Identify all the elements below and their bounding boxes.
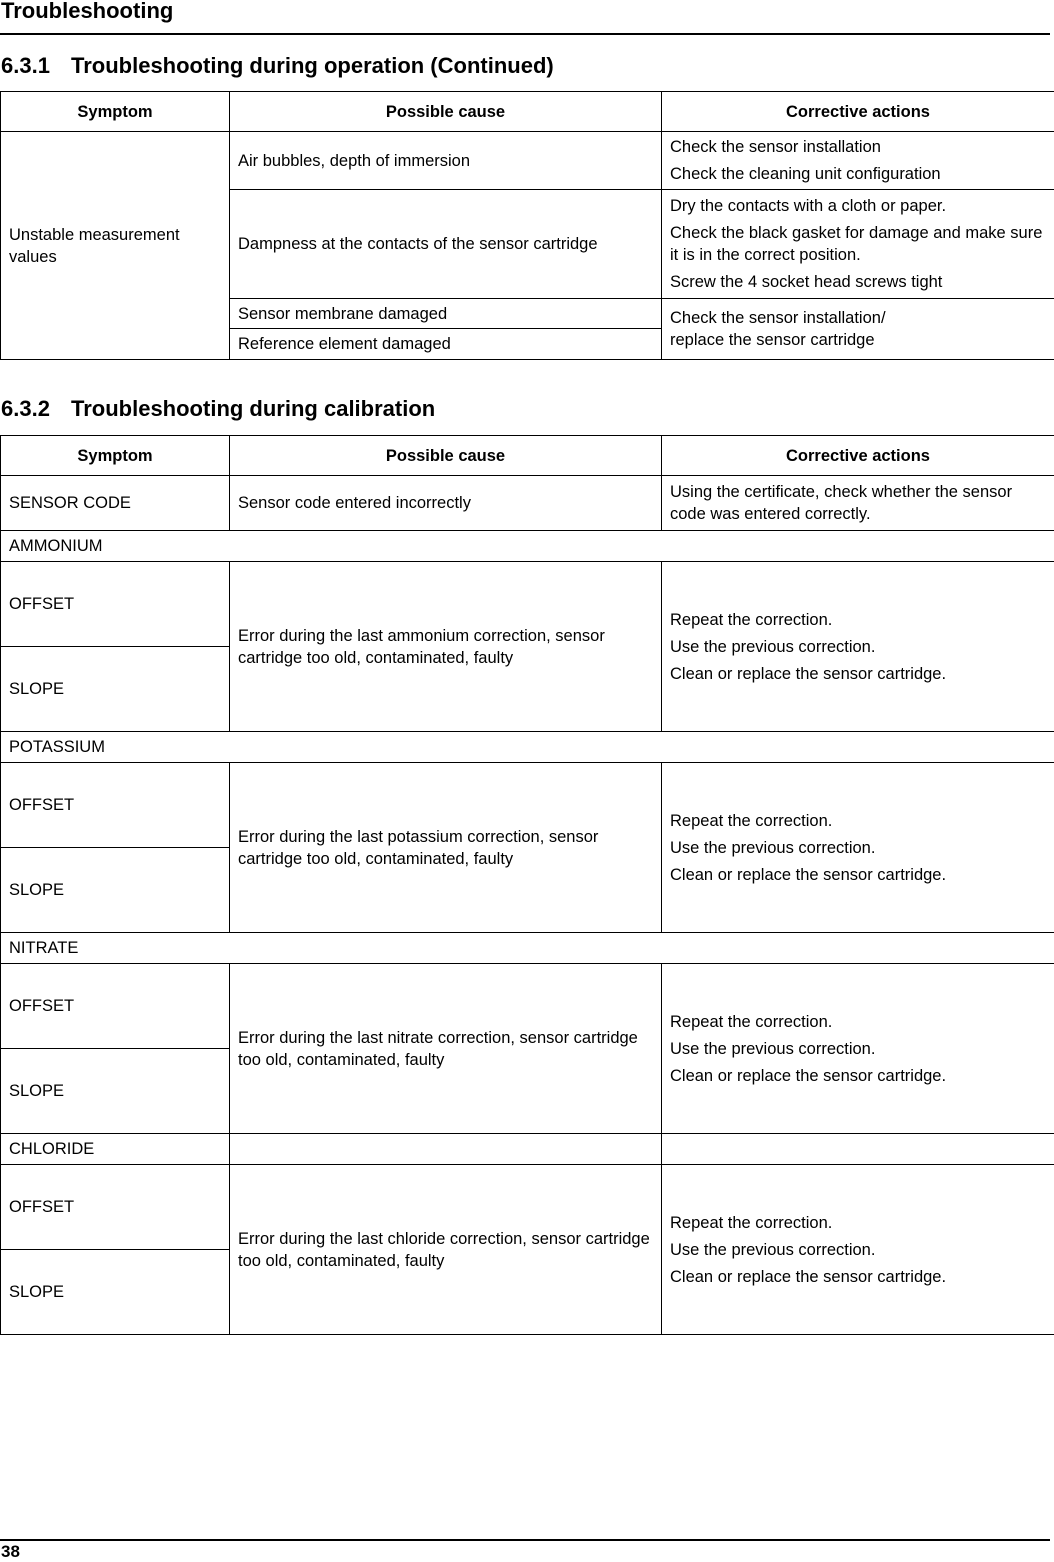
section-heading-calibration: [1, 396, 435, 422]
action-line: Repeat the correction.: [670, 1011, 1046, 1033]
action-line: replace the sensor cartridge: [670, 329, 1046, 351]
cause-cell: Error during the last chloride correction, sensor cartridge too old, contaminated, faulty: [230, 1165, 662, 1335]
action-line: Use the previous correction.: [670, 1239, 1046, 1261]
symptom-cell: OFFSET: [1, 763, 230, 848]
group-name: AMMONIUM: [1, 531, 1054, 562]
table-row: [1, 964, 1054, 1049]
section-number: 6.3.2: [1, 396, 71, 422]
column-header-actions: Corrective actions: [662, 436, 1054, 476]
actions-cell: [662, 562, 1054, 732]
column-header-symptom: Symptom: [1, 436, 230, 476]
column-header-actions: Corrective actions: [662, 92, 1054, 132]
group-header-row: [1, 933, 1054, 964]
symptom-cell: OFFSET: [1, 1165, 230, 1250]
group-name: NITRATE: [1, 933, 1054, 964]
action-line: Use the previous correction.: [670, 837, 1046, 859]
operation-troubleshooting-table: [0, 91, 1054, 360]
action-line: Check the sensor installation: [670, 136, 1046, 158]
cause-cell: Dampness at the contacts of the sensor cartridge: [230, 190, 662, 299]
actions-cell: [662, 132, 1054, 190]
actions-cell: Using the certificate, check whether the sensor code was entered correctly.: [662, 476, 1054, 531]
action-line: Clean or replace the sensor cartridge.: [670, 1065, 1046, 1087]
page-number: 38: [1, 1542, 20, 1562]
action-line: Check the cleaning unit configuration: [670, 163, 1046, 185]
action-line: Use the previous correction.: [670, 1038, 1046, 1060]
cause-cell: Error during the last potassium correction, sensor cartridge too old, contaminated, faulty: [230, 763, 662, 933]
actions-cell: [662, 299, 1054, 360]
cause-cell: Reference element damaged: [230, 329, 662, 360]
table-row: [1, 562, 1054, 647]
actions-cell: [662, 190, 1054, 299]
action-line: Repeat the correction.: [670, 810, 1046, 832]
action-line: Screw the 4 socket head screws tight: [670, 271, 1046, 293]
action-line: Clean or replace the sensor cartridge.: [670, 663, 1046, 685]
action-line: Clean or replace the sensor cartridge.: [670, 864, 1046, 886]
action-line: Clean or replace the sensor cartridge.: [670, 1266, 1046, 1288]
calibration-troubleshooting-table: [0, 435, 1054, 1335]
header-rule: [0, 33, 1050, 35]
section-number: 6.3.1: [1, 53, 71, 79]
cause-cell: Sensor membrane damaged: [230, 299, 662, 329]
group-header-row: [1, 531, 1054, 562]
group-header-row: [1, 1134, 1054, 1165]
section-heading-operation: [1, 53, 554, 79]
table-header-row: [1, 436, 1054, 476]
symptom-cell: SLOPE: [1, 647, 230, 732]
column-header-cause: Possible cause: [230, 436, 662, 476]
action-line: Repeat the correction.: [670, 1212, 1046, 1234]
table-row: [1, 132, 1054, 190]
footer-rule: [0, 1539, 1050, 1541]
table-header-row: [1, 92, 1054, 132]
table-row: [1, 1165, 1054, 1250]
symptom-cell: OFFSET: [1, 562, 230, 647]
page-header-title: Troubleshooting: [1, 0, 173, 24]
actions-cell: [662, 1165, 1054, 1335]
cause-cell: Error during the last ammonium correction, sensor cartridge too old, contaminated, faulty: [230, 562, 662, 732]
symptom-cell: SLOPE: [1, 1049, 230, 1134]
cause-cell: Air bubbles, depth of immersion: [230, 132, 662, 190]
section-title: Troubleshooting during operation (Continued): [71, 53, 554, 78]
column-header-cause: Possible cause: [230, 92, 662, 132]
symptom-cell: SLOPE: [1, 1250, 230, 1335]
symptom-cell: OFFSET: [1, 964, 230, 1049]
column-header-symptom: Symptom: [1, 92, 230, 132]
cause-cell: Sensor code entered incorrectly: [230, 476, 662, 531]
action-line: Repeat the correction.: [670, 609, 1046, 631]
empty-cell: [662, 1134, 1054, 1165]
cause-cell: Error during the last nitrate correction, sensor cartridge too old, contaminated, faulty: [230, 964, 662, 1134]
empty-cell: [230, 1134, 662, 1165]
symptom-cell: SENSOR CODE: [1, 476, 230, 531]
table-row: [1, 476, 1054, 531]
group-name: CHLORIDE: [1, 1134, 230, 1165]
action-line: Check the black gasket for damage and make sure it is in the correct position.: [670, 222, 1046, 266]
group-name: POTASSIUM: [1, 732, 1054, 763]
group-header-row: [1, 732, 1054, 763]
symptom-cell: SLOPE: [1, 848, 230, 933]
action-line: Check the sensor installation/: [670, 307, 1046, 329]
symptom-cell: Unstable measurement values: [1, 132, 230, 360]
actions-cell: [662, 763, 1054, 933]
actions-cell: [662, 964, 1054, 1134]
action-line: Use the previous correction.: [670, 636, 1046, 658]
table-row: [1, 763, 1054, 848]
section-title: Troubleshooting during calibration: [71, 396, 435, 421]
action-line: Dry the contacts with a cloth or paper.: [670, 195, 1046, 217]
